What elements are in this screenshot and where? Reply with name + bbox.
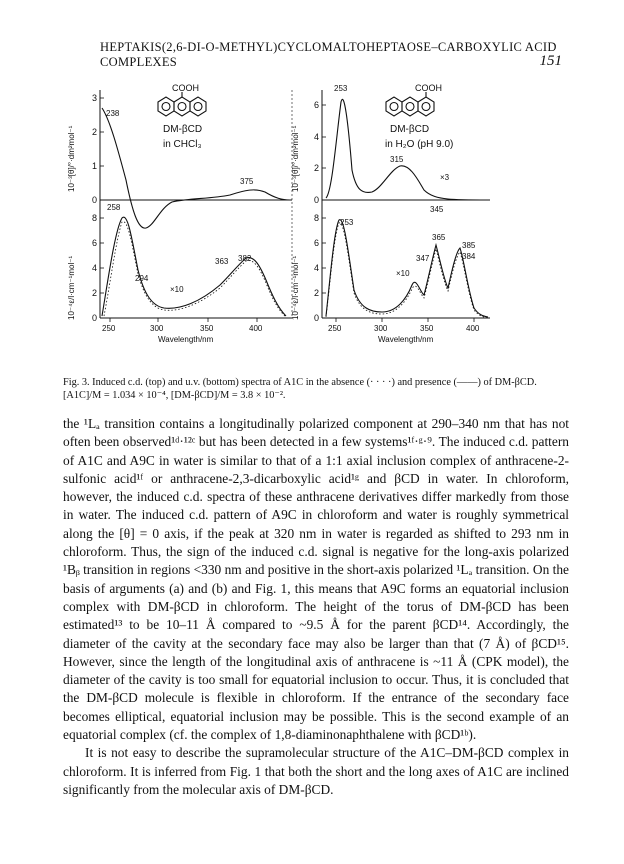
left-solvent: in CHCl₃ [163, 139, 202, 150]
left-uv-annotation: ×10 [170, 285, 184, 294]
right-cd-ytick: 6 [314, 100, 320, 110]
right-uv-ylabel: 10⁻⁴ε/l·cm⁻¹mol⁻¹ [291, 255, 300, 320]
right-cd-annotation: 253 [334, 84, 348, 93]
right-cd-ytick: 4 [314, 132, 320, 142]
right-cd-ytick: 2 [314, 163, 320, 173]
right-panel [291, 83, 490, 344]
right-cd-ytick: 0 [314, 195, 320, 205]
right-xlabel: Wavelength/nm [378, 335, 434, 344]
left-xtick: 350 [200, 324, 214, 333]
right-xtick: 350 [420, 324, 434, 333]
right-uv-ytick: 0 [314, 313, 320, 323]
left-cooh: COOH [172, 83, 199, 93]
left-uv-ytick: 6 [92, 238, 98, 248]
figure-3 [60, 80, 500, 370]
left-cd-annotation: 375 [240, 177, 254, 186]
left-xlabel: Wavelength/nm [158, 335, 214, 344]
left-xtick: 250 [102, 324, 116, 333]
left-uv-annotation: 258 [107, 203, 121, 212]
right-cd-ylabel: 10⁻³[θ]/°·dm²mol⁻¹ [291, 125, 300, 192]
left-uv-ytick: 2 [92, 288, 98, 298]
left-uv-ytick: 4 [92, 263, 98, 273]
left-xtick: 300 [150, 324, 164, 333]
right-cd-annotation: 345 [430, 205, 444, 214]
right-uv-annotation: ×10 [396, 269, 410, 278]
left-compound: DM-βCD [163, 124, 203, 135]
left-uv-ylabel: 10⁻⁴ε/l·cm⁻¹mol⁻¹ [67, 255, 76, 320]
right-uv-annotation: 365 [432, 233, 446, 242]
body-text [63, 415, 569, 799]
left-cd-annotation: 238 [106, 109, 120, 118]
left-uv-ytick: 8 [92, 213, 98, 223]
right-uv-annotation: 385 [462, 241, 476, 250]
right-uv-ytick: 2 [314, 288, 320, 298]
right-xtick: 400 [466, 324, 480, 333]
figure-caption: Fig. 3. Induced c.d. (top) and u.v. (bottom) spectra of A1C in the absence (· · · ·) and presence (——) of DM-βCD. [A1C]/M = 1.034 × 10⁻⁴, [DM-βCD]/M = 3.8 × 10⁻². [63, 377, 537, 401]
right-cd-annotation: ×3 [440, 173, 450, 182]
left-uv-annotation: 294 [135, 274, 149, 283]
right-cd-annotation: 315 [390, 155, 404, 164]
anthracene-icon [158, 92, 206, 116]
anthracene-icon [386, 92, 434, 116]
left-cd-ytick: 2 [92, 127, 98, 137]
right-compound: DM-βCD [390, 124, 430, 135]
left-cd-ytick: 3 [92, 93, 98, 103]
left-cd-ytick: 1 [92, 161, 98, 171]
left-uv-annotation: 382 [238, 254, 252, 263]
right-uv-ytick: 6 [314, 238, 320, 248]
left-cd-ytick: 0 [92, 195, 98, 205]
left-panel [67, 83, 292, 344]
right-uv-ytick: 8 [314, 213, 320, 223]
left-uv-annotation: 363 [215, 257, 229, 266]
page-number: 151 [539, 53, 562, 69]
right-cooh: COOH [415, 83, 442, 93]
paragraph: It is not easy to describe the supramolecular structure of the A1C–DM-βCD complex in chloroform. It is inferred from Fig. 1 that both the short and the long axes of A1C are inclined significantly from the molecular axis of DM-βCD. [63, 745, 569, 797]
paragraph: the ¹Lₐ transition contains a longitudinally polarized component at 290–340 nm that has not often been observed¹ᵈ·¹²ᶜ but has been detected in a few systems¹ᶠ·ᵍ·⁹. The induced c.d. pattern of A1C and A9C in water is similar to that of a 1:1 axial inclusion complex of anthracene-2-sulfonic acid¹ᶠ or anthracene-2,3-dicarboxylic acid¹ᵍ and βCD in water. In chloroform, however, the induced c.d. spectra of these anthracene derivatives differ markedly from those in water. The induced c.d. pattern of A9C in chloroform and water is roughly symmetrical along the [θ] = 0 axis, if the peak at 320 nm in water is regarded as shifted to 293 nm in chloroform. Thus, the sign of the induced c.d. signal is negative for the long-axis polarized ¹Bᵦ transition in regions <330 nm and positive in the short-axis polarized ¹Lₐ transition. On the basis of arguments (a) and (b) and Fig. 1, this means that A9C forms an equatorial inclusion complex with DM-βCD in chloroform. The height of the torus of DM-βCD has been estimated¹³ to be 10–11 Å compared to ~9.5 Å for the parent βCD¹⁴. Accordingly, the diameter of the cavity at the secondary face may also be larger than that (7 Å) of βCD¹⁵. However, since the length of the longitudinal axis of anthracene is ~11 Å (CPK model), the diameter of the cavity is too small for equatorial inclusion to occur. Thus, it is concluded that the DM-βCD molecule is flexible in chloroform. If the entrance of the secondary face becomes elliptical, equatorial inclusion may be possible. This is the second example of an equatorial complex (cf. the complex of 1,8-diaminonaphthalene with βCD¹ᵇ). [63, 416, 569, 743]
left-cd-ylabel: 10⁻³[θ]/°·dm²mol⁻¹ [67, 125, 76, 192]
right-uv-annotation: 384 [462, 252, 476, 261]
running-head: HEPTAKIS(2,6-DI-O-METHYL)CYCLOMALTOHEPTAOSE–CARBOXYLIC ACID COMPLEXES [100, 40, 557, 69]
left-xtick: 400 [249, 324, 263, 333]
right-uv-annotation: 347 [416, 254, 430, 263]
left-uv-ytick: 0 [92, 313, 98, 323]
right-uv-ytick: 4 [314, 263, 320, 273]
right-uv-annotation: 253 [340, 218, 354, 227]
right-xtick: 300 [374, 324, 388, 333]
right-solvent: in H₂O (pH 9.0) [385, 139, 454, 150]
right-xtick: 250 [328, 324, 342, 333]
